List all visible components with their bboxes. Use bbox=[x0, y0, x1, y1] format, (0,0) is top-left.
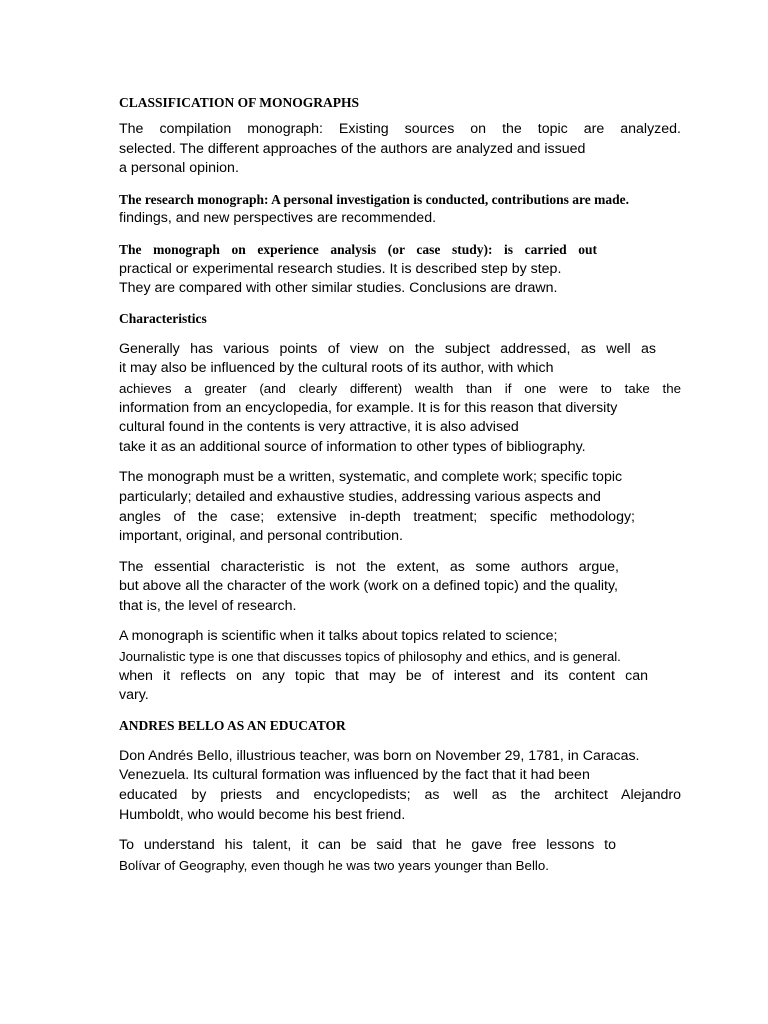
text-line: findings, and new perspectives are recommended. bbox=[119, 210, 437, 227]
text-line: cultural found in the contents is very attractive, it is also advised bbox=[119, 419, 519, 436]
text-line: that is, the level of research. bbox=[119, 597, 297, 614]
text-line: Journalistic type is one that discusses topics of philosophy and ethics, and is general. bbox=[119, 649, 621, 665]
text-line: achieves a greater (and clearly different) wealth than if one were to take the bbox=[119, 380, 681, 396]
paragraph-compilation-monograph bbox=[119, 120, 681, 179]
text-line: when it reflects on any topic that may be of interest and its content can bbox=[119, 667, 648, 684]
text-line: Don Andrés Bello, illustrious teacher, was born on November 29, 1781, in Caracas. bbox=[119, 747, 640, 764]
text-line: Venezuela. Its cultural formation was influenced by the fact that it had been bbox=[119, 767, 590, 784]
text-line: Humboldt, who would become his best friend. bbox=[119, 806, 406, 823]
text-line: important, original, and personal contribution. bbox=[119, 528, 403, 545]
paragraph-essential-characteristic bbox=[119, 558, 681, 617]
paragraph-written-work bbox=[119, 468, 681, 546]
paragraph-andres-bello-biography bbox=[119, 747, 681, 825]
text-line: The monograph must be a written, systematic, and complete work; specific topic bbox=[119, 469, 623, 486]
text-line: practical or experimental research studies. It is described step by step. bbox=[119, 260, 562, 277]
text-line: take it as an additional source of information to other types of bibliography. bbox=[119, 438, 586, 455]
text-line: The compilation monograph: Existing sources on the topic are analyzed. bbox=[119, 121, 681, 137]
text-line: it may also be influenced by the cultural roots of its author, with which bbox=[119, 360, 554, 377]
section-heading-characteristics: Characteristics bbox=[119, 310, 207, 326]
text-line: Bolívar of Geography, even though he was two years younger than Bello. bbox=[119, 857, 549, 873]
text-line: angles of the case; extensive in-depth treatment; specific methodology; bbox=[119, 508, 635, 525]
text-line: A monograph is scientific when it talks about topics related to science; bbox=[119, 628, 558, 645]
text-line: educated by priests and encyclopedists; as well as the architect Alejandro bbox=[119, 787, 681, 804]
text-line: but above all the character of the work (work on a defined topic) and the quality, bbox=[119, 578, 618, 595]
document-page bbox=[119, 94, 681, 886]
text-line: Generally has various points of view on the subject addressed, as well as bbox=[119, 340, 656, 357]
text-line: a personal opinion. bbox=[119, 160, 239, 177]
text-line: The research monograph: A personal investigation is conducted, contributions are made. bbox=[119, 191, 630, 207]
section-heading-classification: CLASSIFICATION OF MONOGRAPHS bbox=[119, 95, 360, 110]
paragraph-bello-talent bbox=[119, 836, 681, 875]
paragraph-scientific-monograph bbox=[119, 627, 681, 705]
text-line: vary. bbox=[119, 687, 149, 704]
text-line: particularly; detailed and exhaustive studies, addressing various aspects and bbox=[119, 488, 601, 505]
text-line: They are compared with other similar studies. Conclusions are drawn. bbox=[119, 280, 558, 297]
text-line: information from an encyclopedia, for example. It is for this reason that diversity bbox=[119, 399, 618, 416]
text-line: selected. The different approaches of the authors are analyzed and issued bbox=[119, 140, 586, 157]
text-line: The essential characteristic is not the extent, as some authors argue, bbox=[119, 558, 619, 575]
paragraph-points-of-view bbox=[119, 340, 681, 458]
paragraph-research-monograph bbox=[119, 190, 681, 229]
section-heading-andres-bello: ANDRES BELLO AS AN EDUCATOR bbox=[119, 717, 346, 733]
paragraph-experience-analysis bbox=[119, 240, 681, 299]
text-line: To understand his talent, it can be said that he gave free lessons to bbox=[119, 837, 616, 854]
text-line: The monograph on experience analysis (or case study): is carried out bbox=[119, 241, 597, 257]
